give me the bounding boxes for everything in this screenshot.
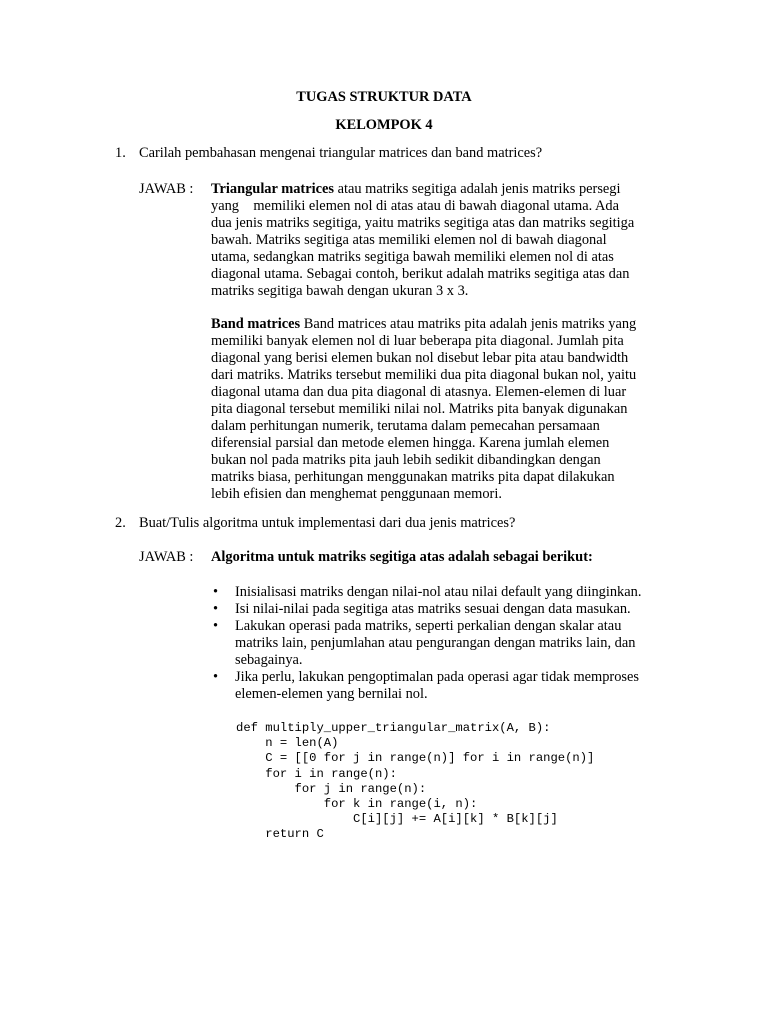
answer-label: JAWAB : [139,181,194,197]
term-triangular-matrices: Triangular matrices [211,181,334,197]
code-line: return C [236,827,324,842]
code-line: for k in range(i, n): [236,796,478,811]
bullet-icon: • [213,584,219,600]
code-line: for i in range(n): [236,766,397,781]
bullet-icon: • [213,601,219,617]
document-title: TUGAS STRUKTUR DATA [296,89,472,105]
paragraph-triangular-matrices: Triangular matrices atau matriks segitiga adalah jenis matriks persegi yang memiliki elemen nol di atas atau di bawah diagonal utama. Ada dua jenis matriks segitiga, yaitu matriks segitiga atas dan matriks segitiga bawah. Matriks segitiga atas memiliki elemen nol di bawah diagonal utama, sedangkan matriks segitiga bawah memiliki elemen nol di atas diagonal utama. Sebagai contoh, berikut adalah matriks segitiga atas dan matriks segitiga bawah dengan ukuran 3 x 3. [211,181,635,299]
list-item: • Jika perlu, lakukan pengoptimalan pada operasi agar tidak memproses elemen-elemen yang bernilai nol. [213,669,640,702]
bullet-icon: • [213,618,219,634]
question-number: 2. [115,515,126,531]
algorithm-heading: Algoritma untuk matriks segitiga atas adalah sebagai berikut: [211,549,593,565]
code-block [236,721,656,843]
question-number: 1. [115,145,126,161]
list-item: • Isi nilai-nilai pada segitiga atas matriks sesuai dengan data masukan. [213,601,631,617]
algorithm-steps-list [211,584,681,703]
code-line: for j in range(n): [236,781,427,796]
list-item: • Inisialisasi matriks dengan nilai-nol atau nilai default yang diinginkan. [213,584,642,600]
paragraph-band-matrices: Band matrices Band matrices atau matriks pita adalah jenis matriks yang memiliki banyak elemen nol di luar beberapa pita diagonal. Jumlah pita diagonal yang berisi elemen bukan nol disebut lebar pita atau bandwidth dari matriks. Matriks tersebut memiliki dua pita diagonal bukan nol, yaitu diagonal utama dan dua pita diagonal di atasnya. Elemen-elemen di luar pita diagonal tersebut memiliki nilai nol. Matriks pita banyak digunakan dalam perhitungan numerik, terutama dalam pemecahan persamaan diferensial parsial dan metode elemen hingga. Karena jumlah elemen bukan nol pada matriks pita jauh lebih sedikit dibandingkan dengan matriks biasa, perhitungan menggunakan matriks pita dapat dilakukan lebih efisien dan menghemat penggunaan memori. [211,316,637,502]
list-item: • Lakukan operasi pada matriks, seperti perkalian dengan skalar atau matriks lain, penjumlahan atau pengurangan dengan matriks lain, dan sebagainya. [213,618,636,668]
code-line: n = len(A) [236,736,339,751]
code-line: C[i][j] += A[i][k] * B[k][j] [236,812,558,827]
answer-label: JAWAB : [139,549,194,565]
bullet-icon: • [213,669,219,685]
code-line: def multiply_upper_triangular_matrix(A, B): [236,721,551,735]
question-text: Carilah pembahasan mengenai triangular matrices dan band matrices? [139,145,543,161]
term-band-matrices: Band matrices [211,316,301,332]
document-subtitle: KELOMPOK 4 [335,117,433,133]
question-text: Buat/Tulis algoritma untuk implementasi dari dua jenis matrices? [139,515,516,531]
code-line: C = [[0 for j in range(n)] for i in range(n)] [236,751,595,766]
